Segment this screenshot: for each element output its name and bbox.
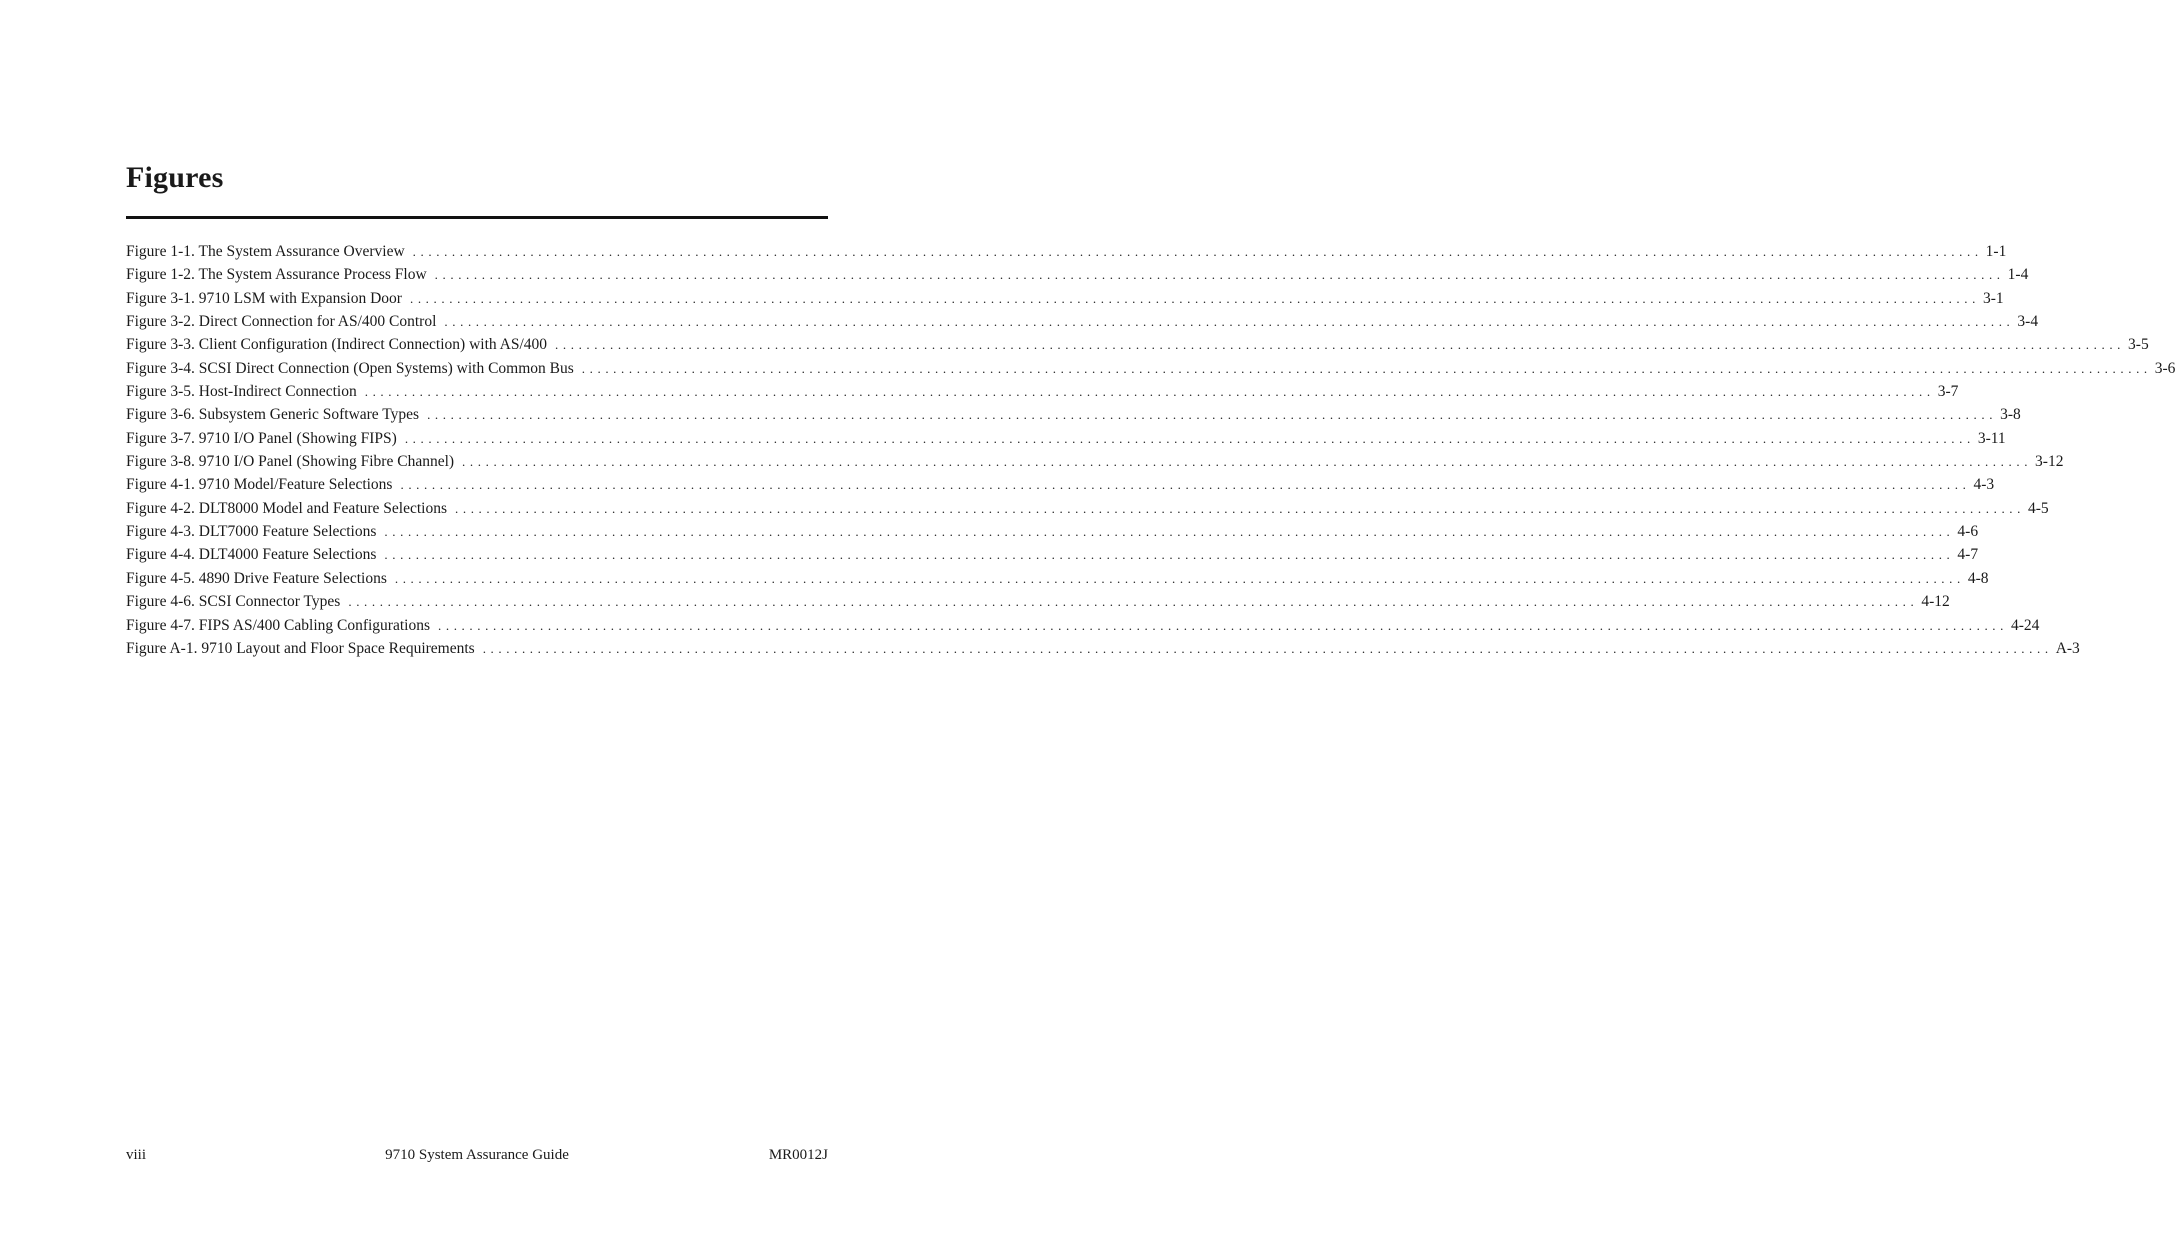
figure-entry[interactable] [126, 333, 2149, 356]
dot-leader: ........................................................................................................................................................................................................ [348, 594, 1919, 610]
figure-entry-label: Figure 3-8. 9710 I/O Panel (Showing Fibre Channel) [126, 453, 455, 471]
figure-entry[interactable] [126, 520, 1979, 543]
dot-leader: ........................................................................................................................................................................................................ [400, 477, 1971, 493]
figure-entry-label: Figure 4-4. DLT4000 Feature Selections [126, 546, 377, 564]
dot-leader: ........................................................................................................................................................................................................ [462, 454, 2033, 470]
figure-entry-page: 3-11 [1977, 429, 2006, 447]
figure-entry-label: Figure 4-1. 9710 Model/Feature Selections [126, 476, 393, 494]
figure-entry-page: 4-6 [1957, 523, 1979, 541]
figure-entry-label: Figure 4-7. FIPS AS/400 Cabling Configurations [126, 616, 430, 634]
figure-entry[interactable] [126, 473, 1995, 496]
figure-entry-page: 3-8 [2000, 406, 2021, 424]
figure-entry-page: 4-24 [2011, 616, 2040, 634]
figure-entry-label: Figure 3-1. 9710 LSM with Expansion Door [126, 289, 402, 307]
figure-entry[interactable] [126, 637, 2080, 660]
figure-entry[interactable] [126, 543, 1979, 566]
figure-entry-label: Figure 3-5. Host-Indirect Connection [126, 383, 357, 401]
figure-entry-page: 4-3 [1973, 476, 1995, 494]
figure-entry-page: 3-7 [1937, 383, 1959, 401]
figure-entry-label: Figure 3-2. Direct Connection for AS/400 Control [126, 313, 437, 331]
dot-leader: ........................................................................................................................................................................................................ [364, 384, 1935, 400]
figure-entry-page: 1-1 [1985, 243, 2007, 260]
figure-entry-label: Figure 4-6. SCSI Connector Types [126, 593, 341, 611]
figure-entry-label: Figure 1-1. The System Assurance Overview [126, 243, 405, 260]
dot-leader: ........................................................................................................................................................................................................ [581, 360, 2152, 376]
dot-leader: ........................................................................................................................................................................................................ [384, 524, 1955, 540]
figure-entry[interactable] [126, 567, 1989, 590]
figure-entry[interactable] [126, 240, 2007, 263]
dot-leader: ........................................................................................................................................................................................................ [384, 547, 1955, 563]
figure-entry[interactable] [126, 497, 2049, 520]
figure-entry[interactable] [126, 380, 1959, 403]
figure-entry[interactable] [126, 590, 1950, 613]
figure-entry-label: Figure 3-4. SCSI Direct Connection (Open Systems) with Common Bus [126, 359, 574, 377]
figure-entry-page: 4-5 [2028, 499, 2049, 517]
dot-leader: ........................................................................................................................................................................................................ [555, 337, 2126, 353]
figure-entry-page: 3-6 [2154, 359, 2175, 377]
footer-document-code: MR0012J [768, 1147, 828, 1163]
figure-list [126, 240, 2175, 660]
figure-entry-page: 3-4 [2017, 313, 2039, 331]
figure-entry-label: Figure 1-2. The System Assurance Process Flow [126, 266, 427, 284]
figure-entry-label: Figure A-1. 9710 Layout and Floor Space Requirements [126, 639, 475, 657]
figure-entry[interactable] [126, 287, 2004, 310]
figure-entry-label: Figure 3-6. Subsystem Generic Software Types [126, 406, 420, 424]
figure-entry-label: Figure 4-2. DLT8000 Model and Feature Selections [126, 499, 447, 517]
dot-leader: ........................................................................................................................................................................................................ [455, 500, 2025, 516]
figure-entry-page: A-3 [2055, 639, 2080, 657]
figure-entry-page: 3-1 [1982, 289, 2004, 307]
figure-entry[interactable] [126, 427, 2006, 450]
dot-leader: ........................................................................................................................................................................................................ [434, 267, 2005, 283]
footer-document-title: 9710 System Assurance Guide [385, 1147, 569, 1163]
figure-entry-label: Figure 4-5. 4890 Drive Feature Selections [126, 569, 387, 587]
dot-leader: ........................................................................................................................................................................................................ [404, 430, 1975, 446]
figure-entry-page: 3-5 [2128, 336, 2149, 354]
dot-leader: ........................................................................................................................................................................................................ [409, 290, 1980, 306]
dot-leader: ........................................................................................................................................................................................................ [438, 617, 2008, 633]
dot-leader: ........................................................................................................................................................................................................ [427, 407, 1998, 423]
figure-entry-page: 4-8 [1967, 569, 1989, 587]
footer-page-number: viii [126, 1147, 147, 1163]
figure-entry-label: Figure 3-7. 9710 I/O Panel (Showing FIPS) [126, 429, 397, 447]
dot-leader: ........................................................................................................................................................................................................ [394, 570, 1965, 586]
dot-leader: ........................................................................................................................................................................................................ [482, 640, 2053, 656]
dot-leader: ........................................................................................................................................................................................................ [412, 244, 1983, 259]
figure-entry[interactable] [126, 357, 2175, 380]
figure-entry-label: Figure 3-3. Client Configuration (Indirect Connection) with AS/400 [126, 336, 548, 354]
figure-entry-page: 3-12 [2035, 453, 2064, 471]
figure-entry[interactable] [126, 614, 2040, 637]
figure-entry[interactable] [126, 403, 2021, 426]
dot-leader: ........................................................................................................................................................................................................ [444, 314, 2015, 330]
title-rule [126, 216, 828, 219]
figure-entry-page: 1-4 [2007, 266, 2029, 284]
figure-entry[interactable] [126, 263, 2029, 286]
figure-entry[interactable] [126, 310, 2039, 333]
figure-entry-label: Figure 4-3. DLT7000 Feature Selections [126, 523, 377, 541]
figure-entry[interactable] [126, 450, 2064, 473]
figure-entry-page: 4-7 [1957, 546, 1979, 564]
page-title: Figures [126, 161, 224, 194]
figure-entry-page: 4-12 [1921, 593, 1950, 611]
